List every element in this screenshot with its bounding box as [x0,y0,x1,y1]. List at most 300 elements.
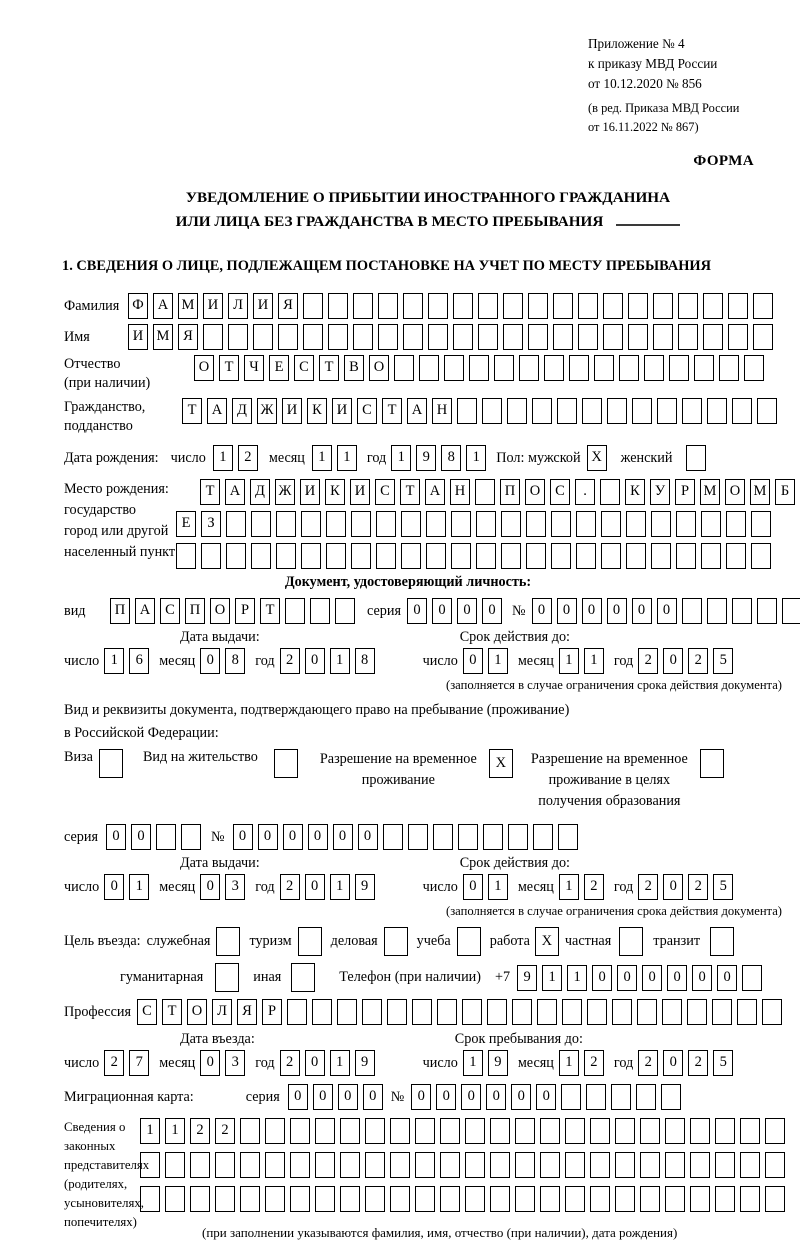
char-box[interactable] [590,1186,610,1212]
char-box[interactable]: 0 [457,598,477,624]
char-box[interactable] [553,293,573,319]
char-box[interactable] [669,355,689,381]
char-box[interactable] [665,1186,685,1212]
char-box[interactable] [732,598,752,624]
char-box[interactable]: 0 [104,874,124,900]
char-box[interactable]: 0 [305,648,325,674]
char-box[interactable] [682,398,702,424]
char-box[interactable] [156,824,176,850]
char-box[interactable]: Т [162,999,182,1025]
char-box[interactable] [401,511,421,537]
char-box[interactable]: 9 [416,445,436,471]
char-box[interactable]: Р [675,479,695,505]
char-box[interactable]: Ч [244,355,264,381]
char-box[interactable]: 0 [717,965,737,991]
char-box[interactable]: 2 [688,1050,708,1076]
char-box[interactable]: 0 [338,1084,358,1110]
char-box[interactable]: 0 [461,1084,481,1110]
char-box[interactable] [165,1186,185,1212]
char-box[interactable] [440,1118,460,1144]
char-box[interactable]: К [307,398,327,424]
char-box[interactable]: Н [450,479,470,505]
char-box[interactable] [310,598,330,624]
char-box[interactable] [181,824,201,850]
char-box[interactable]: 0 [463,648,483,674]
char-box[interactable] [478,293,498,319]
char-box[interactable] [757,398,777,424]
char-box[interactable]: Л [228,293,248,319]
char-box[interactable]: О [725,479,745,505]
char-box[interactable] [551,543,571,569]
char-box[interactable]: М [178,293,198,319]
char-box[interactable]: И [282,398,302,424]
char-box[interactable] [487,999,507,1025]
char-box[interactable] [403,324,423,350]
char-box[interactable] [453,324,473,350]
char-box[interactable]: 2 [638,648,658,674]
char-box[interactable] [419,355,439,381]
char-box[interactable] [700,749,724,778]
char-box[interactable]: 0 [411,1084,431,1110]
char-box[interactable]: 2 [215,1118,235,1144]
char-box[interactable]: У [650,479,670,505]
char-box[interactable] [553,324,573,350]
char-box[interactable] [715,1186,735,1212]
char-box[interactable]: 2 [638,1050,658,1076]
char-box[interactable] [378,324,398,350]
char-box[interactable] [742,965,762,991]
char-box[interactable] [203,324,223,350]
char-box[interactable] [328,324,348,350]
char-box[interactable] [465,1186,485,1212]
char-box[interactable]: М [153,324,173,350]
char-box[interactable] [653,293,673,319]
char-box[interactable]: 1 [337,445,357,471]
char-box[interactable] [561,1084,581,1110]
char-box[interactable] [365,1186,385,1212]
char-box[interactable]: 9 [517,965,537,991]
char-box[interactable] [690,1152,710,1178]
char-box[interactable]: 0 [617,965,637,991]
char-box[interactable] [612,999,632,1025]
char-box[interactable] [476,543,496,569]
char-box[interactable] [737,999,757,1025]
char-box[interactable] [351,543,371,569]
char-box[interactable]: П [500,479,520,505]
char-box[interactable] [190,1152,210,1178]
char-box[interactable] [265,1118,285,1144]
char-box[interactable]: . [575,479,595,505]
char-box[interactable] [532,398,552,424]
char-box[interactable] [765,1186,785,1212]
char-box[interactable] [512,999,532,1025]
char-box[interactable] [226,543,246,569]
char-box[interactable]: 0 [305,1050,325,1076]
char-box[interactable] [457,398,477,424]
char-box[interactable]: О [369,355,389,381]
char-box[interactable]: Т [319,355,339,381]
char-box[interactable]: П [185,598,205,624]
char-box[interactable]: 9 [355,1050,375,1076]
char-box[interactable]: 5 [713,874,733,900]
char-box[interactable] [626,543,646,569]
char-box[interactable]: 1 [488,874,508,900]
char-box[interactable]: 5 [713,648,733,674]
char-box[interactable] [384,927,408,956]
char-box[interactable] [276,543,296,569]
char-box[interactable] [490,1118,510,1144]
char-box[interactable] [503,293,523,319]
char-box[interactable] [578,324,598,350]
char-box[interactable] [576,543,596,569]
char-box[interactable] [403,293,423,319]
char-box[interactable] [715,1118,735,1144]
char-box[interactable] [428,293,448,319]
char-box[interactable] [753,324,773,350]
char-box[interactable]: 0 [333,824,353,850]
char-box[interactable] [291,963,315,992]
char-box[interactable] [687,999,707,1025]
char-box[interactable] [636,1084,656,1110]
char-box[interactable] [253,324,273,350]
char-box[interactable]: 1 [140,1118,160,1144]
char-box[interactable] [707,398,727,424]
char-box[interactable] [703,324,723,350]
char-box[interactable] [576,511,596,537]
char-box[interactable]: 0 [313,1084,333,1110]
char-box[interactable] [651,511,671,537]
char-box[interactable] [528,324,548,350]
char-box[interactable]: Р [235,598,255,624]
char-box[interactable]: И [128,324,148,350]
char-box[interactable] [140,1186,160,1212]
char-box[interactable] [340,1152,360,1178]
char-box[interactable] [640,1118,660,1144]
char-box[interactable]: 0 [692,965,712,991]
char-box[interactable]: В [344,355,364,381]
char-box[interactable] [726,511,746,537]
char-box[interactable] [387,999,407,1025]
char-box[interactable] [503,324,523,350]
char-box[interactable] [337,999,357,1025]
char-box[interactable] [615,1186,635,1212]
char-box[interactable]: А [135,598,155,624]
char-box[interactable] [557,398,577,424]
char-box[interactable] [440,1152,460,1178]
char-box[interactable] [415,1118,435,1144]
char-box[interactable] [353,324,373,350]
char-box[interactable] [682,598,702,624]
char-box[interactable]: 0 [557,598,577,624]
char-box[interactable]: 9 [355,874,375,900]
char-box[interactable] [251,543,271,569]
char-box[interactable] [590,1152,610,1178]
char-box[interactable] [351,511,371,537]
char-box[interactable]: 2 [104,1050,124,1076]
char-box[interactable] [515,1152,535,1178]
char-box[interactable]: 5 [713,1050,733,1076]
char-box[interactable]: А [153,293,173,319]
char-box[interactable] [544,355,564,381]
char-box[interactable] [526,511,546,537]
char-box[interactable] [603,293,623,319]
char-box[interactable] [600,479,620,505]
char-box[interactable]: 1 [330,1050,350,1076]
char-box[interactable]: Е [176,511,196,537]
char-box[interactable] [457,927,481,956]
char-box[interactable] [751,543,771,569]
char-box[interactable]: 8 [225,648,245,674]
char-box[interactable] [515,1186,535,1212]
char-box[interactable]: 1 [463,1050,483,1076]
char-box[interactable]: 6 [129,648,149,674]
char-box[interactable]: О [525,479,545,505]
char-box[interactable] [726,543,746,569]
char-box[interactable] [99,749,123,778]
char-box[interactable] [690,1186,710,1212]
char-box[interactable] [226,511,246,537]
char-box[interactable] [678,293,698,319]
char-box[interactable] [661,1084,681,1110]
char-box[interactable]: 0 [657,598,677,624]
char-box[interactable]: 0 [106,824,126,850]
char-box[interactable] [551,511,571,537]
char-box[interactable] [215,963,239,992]
char-box[interactable]: 3 [225,874,245,900]
char-box[interactable]: А [425,479,445,505]
char-box[interactable] [607,398,627,424]
char-box[interactable] [290,1118,310,1144]
char-box[interactable]: 1 [567,965,587,991]
char-box[interactable] [562,999,582,1025]
char-box[interactable]: 0 [607,598,627,624]
char-box[interactable]: 0 [305,874,325,900]
char-box[interactable] [298,927,322,956]
char-box[interactable] [578,293,598,319]
char-box[interactable] [657,398,677,424]
char-box[interactable] [215,1152,235,1178]
char-box[interactable]: 0 [308,824,328,850]
char-box[interactable]: Д [250,479,270,505]
char-box[interactable]: О [210,598,230,624]
char-box[interactable] [362,999,382,1025]
char-box[interactable]: С [160,598,180,624]
char-box[interactable]: 2 [238,445,258,471]
char-box[interactable] [365,1152,385,1178]
char-box[interactable]: 0 [200,874,220,900]
char-box[interactable] [686,445,706,471]
char-box[interactable] [662,999,682,1025]
char-box[interactable] [601,543,621,569]
char-box[interactable] [478,324,498,350]
char-box[interactable] [215,1186,235,1212]
char-box[interactable] [619,927,643,956]
char-box[interactable] [240,1118,260,1144]
char-box[interactable] [415,1152,435,1178]
char-box[interactable] [558,824,578,850]
char-box[interactable] [540,1152,560,1178]
char-box[interactable]: Н [432,398,452,424]
char-box[interactable] [565,1118,585,1144]
char-box[interactable] [710,927,734,956]
char-box[interactable]: 0 [200,648,220,674]
char-box[interactable] [315,1186,335,1212]
char-box[interactable] [390,1152,410,1178]
char-box[interactable] [390,1118,410,1144]
char-box[interactable]: 3 [225,1050,245,1076]
char-box[interactable]: 1 [165,1118,185,1144]
char-box[interactable] [765,1152,785,1178]
char-box[interactable]: И [300,479,320,505]
char-box[interactable] [437,999,457,1025]
char-box[interactable]: 0 [463,874,483,900]
char-box[interactable] [265,1152,285,1178]
char-box[interactable]: 9 [488,1050,508,1076]
char-box[interactable] [401,543,421,569]
char-box[interactable] [340,1186,360,1212]
char-box[interactable] [465,1118,485,1144]
char-box[interactable]: 0 [632,598,652,624]
char-box[interactable]: 0 [511,1084,531,1110]
char-box[interactable] [340,1118,360,1144]
char-box[interactable]: 0 [407,598,427,624]
char-box[interactable] [740,1152,760,1178]
char-box[interactable]: Я [178,324,198,350]
char-box[interactable]: 2 [584,1050,604,1076]
char-box[interactable]: 0 [532,598,552,624]
char-box[interactable] [694,355,714,381]
char-box[interactable] [287,999,307,1025]
char-box[interactable] [303,324,323,350]
char-box[interactable]: 0 [642,965,662,991]
char-box[interactable] [458,824,478,850]
char-box[interactable] [312,999,332,1025]
char-box[interactable] [278,324,298,350]
char-box[interactable] [315,1152,335,1178]
char-box[interactable]: 0 [258,824,278,850]
char-box[interactable]: О [187,999,207,1025]
char-box[interactable] [676,543,696,569]
char-box[interactable] [619,355,639,381]
char-box[interactable]: 0 [663,874,683,900]
char-box[interactable]: 1 [559,648,579,674]
char-box[interactable] [353,293,373,319]
char-box[interactable] [482,398,502,424]
char-box[interactable]: 0 [592,965,612,991]
char-box[interactable]: Е [269,355,289,381]
char-box[interactable] [440,1186,460,1212]
char-box[interactable]: 1 [391,445,411,471]
char-box[interactable]: 0 [536,1084,556,1110]
char-box[interactable] [426,543,446,569]
char-box[interactable] [228,324,248,350]
char-box[interactable]: Т [400,479,420,505]
char-box[interactable] [501,511,521,537]
char-box[interactable] [426,511,446,537]
char-box[interactable] [640,1152,660,1178]
char-box[interactable]: 0 [288,1084,308,1110]
char-box[interactable] [378,293,398,319]
char-box[interactable] [615,1152,635,1178]
char-box[interactable] [565,1186,585,1212]
char-box[interactable]: З [201,511,221,537]
char-box[interactable]: С [375,479,395,505]
char-box[interactable]: 8 [355,648,375,674]
char-box[interactable] [501,543,521,569]
char-box[interactable]: Б [775,479,795,505]
char-box[interactable] [782,598,800,624]
char-box[interactable] [701,511,721,537]
char-box[interactable]: А [407,398,427,424]
char-box[interactable]: 0 [663,648,683,674]
char-box[interactable] [326,511,346,537]
char-box[interactable] [628,293,648,319]
char-box[interactable]: 0 [582,598,602,624]
char-box[interactable] [533,824,553,850]
char-box[interactable]: К [325,479,345,505]
char-box[interactable] [640,1186,660,1212]
char-box[interactable]: М [700,479,720,505]
char-box[interactable]: И [203,293,223,319]
char-box[interactable] [451,511,471,537]
char-box[interactable]: 1 [584,648,604,674]
char-box[interactable] [611,1084,631,1110]
char-box[interactable] [537,999,557,1025]
char-box[interactable] [732,398,752,424]
char-box[interactable] [628,324,648,350]
char-box[interactable] [251,511,271,537]
char-box[interactable]: 0 [363,1084,383,1110]
char-box[interactable] [719,355,739,381]
char-box[interactable] [540,1118,560,1144]
char-box[interactable]: 0 [283,824,303,850]
char-box[interactable] [744,355,764,381]
char-box[interactable]: Т [382,398,402,424]
char-box[interactable]: К [625,479,645,505]
char-box[interactable] [240,1186,260,1212]
char-box[interactable]: 0 [432,598,452,624]
char-box[interactable] [751,511,771,537]
char-box[interactable] [390,1186,410,1212]
char-box[interactable] [376,511,396,537]
char-box[interactable] [415,1186,435,1212]
char-box[interactable] [274,749,298,778]
char-box[interactable]: 1 [330,648,350,674]
char-box[interactable] [582,398,602,424]
char-box[interactable] [301,543,321,569]
char-box[interactable]: Ж [257,398,277,424]
char-box[interactable]: С [550,479,570,505]
char-box[interactable] [540,1186,560,1212]
char-box[interactable] [475,479,495,505]
char-box[interactable] [762,999,782,1025]
char-box[interactable]: 2 [190,1118,210,1144]
char-box[interactable] [508,824,528,850]
char-box[interactable] [265,1186,285,1212]
char-box[interactable] [190,1186,210,1212]
char-box[interactable] [490,1186,510,1212]
char-box[interactable]: X [535,927,559,956]
char-box[interactable] [285,598,305,624]
char-box[interactable] [490,1152,510,1178]
char-box[interactable] [565,1152,585,1178]
char-box[interactable] [408,824,428,850]
char-box[interactable]: С [294,355,314,381]
char-box[interactable] [469,355,489,381]
char-box[interactable] [678,324,698,350]
char-box[interactable]: X [489,749,513,778]
char-box[interactable]: 0 [482,598,502,624]
